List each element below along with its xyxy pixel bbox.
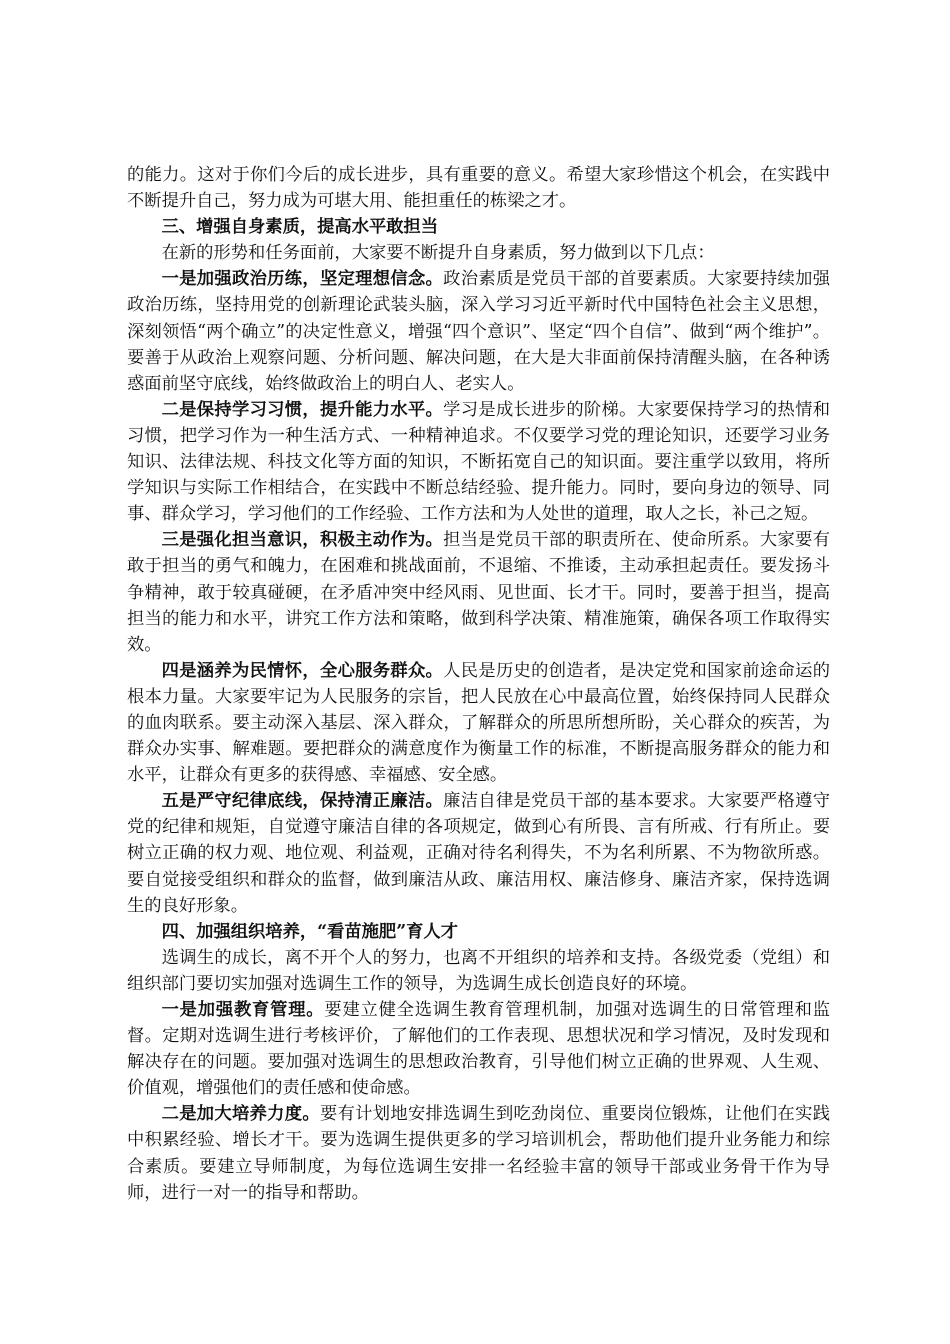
point-text: 廉洁自律是党员干部的基本要求。大家要严格遵守党的纪律和规矩，自觉遵守廉洁自律的各项规定，做到心有所畏、言有所戒、行有所止。要树立正确的权力观、地位观、利益观，正确对待名利得失，不为名利所累、不为物欲所惑。要自觉接受组织和群众的监督，做到廉洁从政、廉洁用权、廉洁修身、廉洁齐家，保持选调生的良好形象。	[127, 791, 830, 916]
point-text: 人民是历史的创造者，是决定党和国家前途命运的根本力量。大家要牢记为人民服务的宗旨，把人民放在心中最高位置，始终保持同人民群众的血肉联系。要主动深入基层、深入群众，了解群众的所思所想所盼，关心群众的疾苦，为群众办实事、解难题。要把群众的满意度作为衡量工作的标准，不断提高服务群众的能力和水平，让群众有更多的获得感、幸福感、安全感。	[127, 660, 830, 786]
section-intro-3: 在新的形势和任务面前，大家要不断提升自身素质，努力做到以下几点：	[161, 243, 715, 264]
point-text: 担当是党员干部的职责所在、使命所系。大家要有敢于担当的勇气和魄力，在困难和挑战面前，不退缩、不推诿，主动承担起责任。要发扬斗争精神，敢于较真碰硬，在矛盾冲突中经风雨、见世面、长才干。同时，要善于担当，提高担当的能力和水平，讲究工作方法和策略，做到科学决策、精准施策，确保各项工作取得实效。	[127, 530, 830, 655]
point-paragraph	[127, 1101, 830, 1205]
point-paragraph	[127, 266, 830, 396]
point-paragraph	[127, 997, 830, 1101]
point-paragraph	[127, 397, 830, 527]
section-heading-3: 三、增强自身素质，提高水平敢担当	[161, 217, 439, 238]
document-page	[127, 162, 830, 1206]
point-paragraph	[127, 788, 830, 918]
point-text: 政治素质是党员干部的首要素质。大家要持续加强政治历练，坚持用党的创新理论武装头脑，深入学习习近平新时代中国特色社会主义思想，深刻领悟“两个确立”的决定性意义，增强“四个意识”、坚定“四个自信”、做到“两个维护”。要善于从政治上观察问题、分析问题、解决问题，在大是大非面前保持清醒头脑，在各种诱惑面前坚守底线，始终做政治上的明白人、老实人。	[127, 269, 830, 394]
point-text: 要有计划地安排选调生到吃劲岗位、重要岗位锻炼，让他们在实践中积累经验、增长才干。要为选调生提供更多的学习培训机会，帮助他们提升业务能力和综合素质。要建立导师制度，为每位选调生安排一名经验丰富的领导干部或业务骨干作为导师，进行一对一的指导和帮助。	[127, 1104, 830, 1203]
point-lead: 一是加强政治历练，坚定理想信念。	[161, 269, 444, 290]
point-lead: 三是强化担当意识，积极主动作为。	[161, 530, 444, 551]
point-paragraph	[127, 658, 830, 788]
point-lead: 一是加强教育管理。	[161, 1000, 325, 1020]
section-intro-4: 选调生的成长，离不开个人的努力，也离不开组织的培养和支持。各级党委（党组）和组织部门要切实加强对选调生工作的领导，为选调生成长创造良好的环境。	[127, 947, 830, 994]
paragraph-continuation: 的能力。这对于你们今后的成长进步，具有重要的意义。希望大家珍惜这个机会，在实践中不断提升自己，努力成为可堪大用、能担重任的栋梁之才。	[127, 165, 830, 212]
point-lead: 二是加大培养力度。	[161, 1104, 320, 1125]
point-paragraph	[127, 527, 830, 657]
point-lead: 五是严守纪律底线，保持清正廉洁。	[161, 791, 444, 812]
section-heading-4: 四、加强组织培养，“看苗施肥”育人才	[161, 921, 458, 942]
point-text: 学习是成长进步的阶梯。大家要保持学习的热情和习惯，把学习作为一种生活方式、一种精神追求。不仅要学习党的理论知识，还要学习业务知识、法律法规、科技文化等方面的知识，不断拓宽自己的知识面。要注重学以致用，将所学知识与实际工作相结合，在实践中不断总结经验、提升能力。同时，要向身边的领导、同事、群众学习，学习他们的工作经验、工作方法和为人处世的道理，取人之长，补己之短。	[127, 399, 830, 525]
point-lead: 二是保持学习习惯，提升能力水平。	[161, 399, 444, 420]
point-lead: 四是涵养为民情怀，全心服务群众。	[161, 660, 444, 681]
point-text: 要建立健全选调生教育管理机制，加强对选调生的日常管理和监督。定期对选调生进行考核评价，了解他们的工作表现、思想状况和学习情况，及时发现和解决存在的问题。要加强对选调生的思想政治教育，引导他们树立正确的世界观、人生观、价值观，增强他们的责任感和使命感。	[127, 1000, 830, 1099]
